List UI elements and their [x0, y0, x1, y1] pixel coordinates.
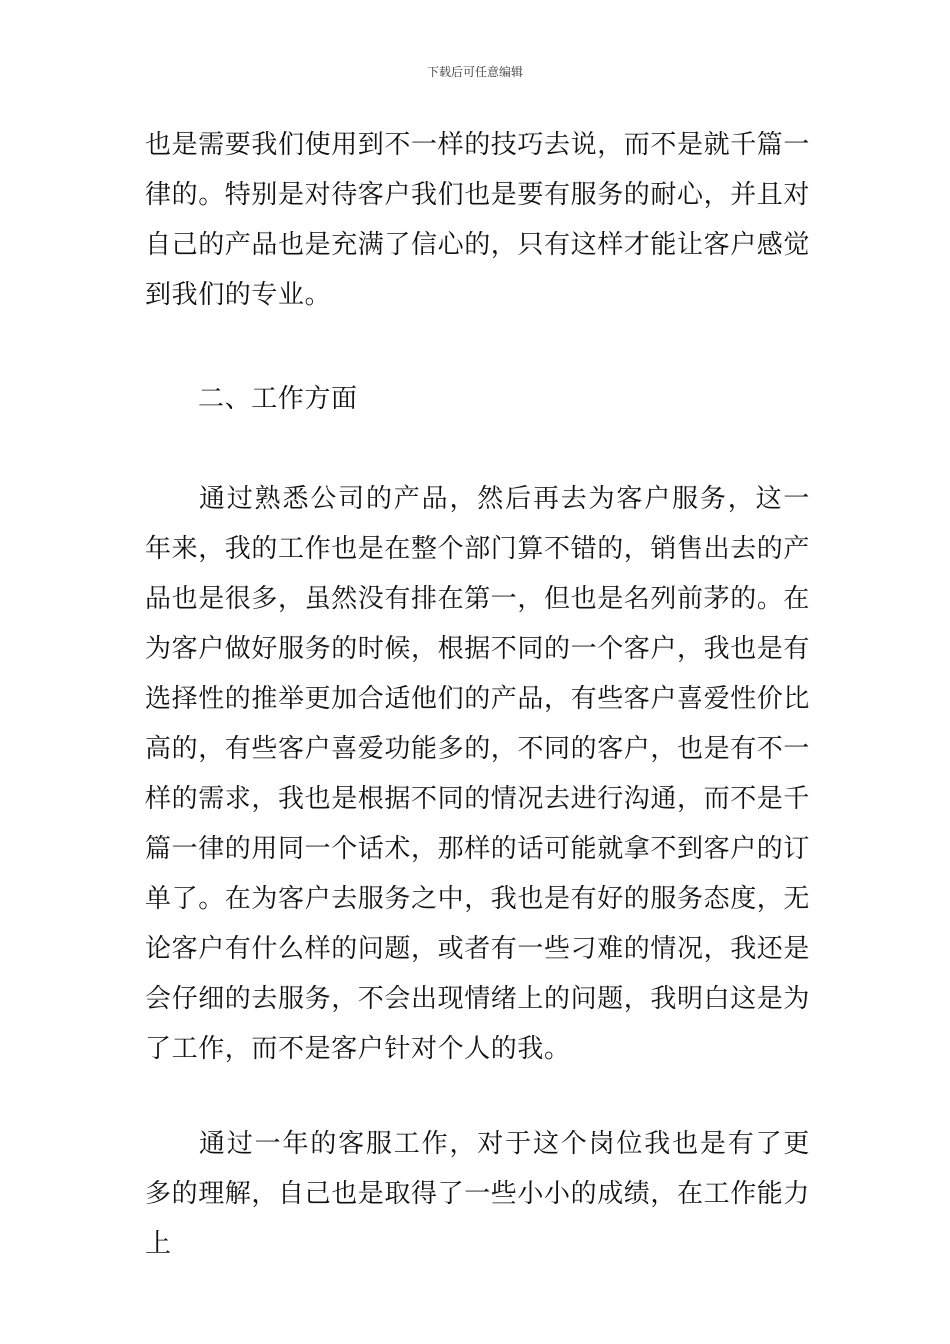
- paragraph-year-summary: 通过一年的客服工作，对于这个岗位我也是有了更多的理解，自己也是取得了一些小小的成绩，在工作能力上: [145, 1129, 811, 1259]
- paragraph-work-aspects: 通过熟悉公司的产品，然后再去为客户服务，这一年来，我的工作也是在整个部门算不错的，销售出去的产品也是很多，虽然没有排在第一，但也是名列前茅的。在为客户做好服务的时候，根据不同的一个客户，我也是有选择性的推举更加合适他们的产品，有些客户喜爱性价比高的，有些客户喜爱功能多的，不同的客户，也是有不一样的需求，我也是根据不同的情况去进行沟通，而不是千篇一律的用同一个话术，那样的话可能就拿不到客户的订单了。在为客户去服务之中，我也是有好的服务态度，无论客户有什么样的问题，或者有一些刁难的情况，我还是会仔细的去服务，不会出现情绪上的问题，我明白这是为了工作，而不是客户针对个人的我。: [145, 484, 811, 1064]
- section-heading: 二、工作方面: [198, 384, 358, 414]
- page-header-note: 下载后可任意编辑: [426, 65, 523, 79]
- paragraph-continuation: 也是需要我们使用到不一样的技巧去说，而不是就千篇一律的。特别是对待客户我们也是要有服务的耐心，并且对自己的产品也是充满了信心的，只有这样才能让客户感觉到我们的专业。: [145, 130, 811, 310]
